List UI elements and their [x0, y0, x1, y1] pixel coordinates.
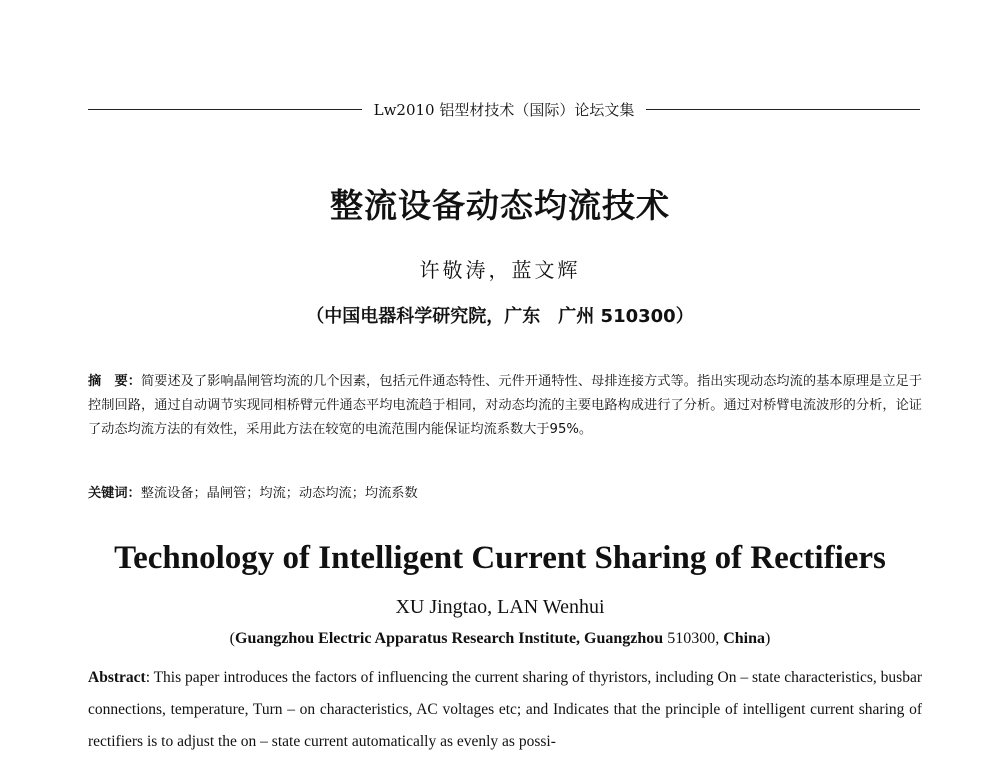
- authors-english: XU Jingtao, LAN Wenhui: [395, 596, 605, 618]
- affiliation-english-postcode: 510300,: [663, 630, 724, 647]
- abstract-chinese-label: 摘 要：: [88, 374, 141, 389]
- keywords-chinese-text: 整流设备；晶闸管；均流；动态均流；均流系数: [140, 486, 418, 501]
- abstract-chinese-text: 简要述及了影响晶闸管均流的几个因素，包括元件通态特性、元件开通特性、母排连接方式等。指出实现动态均流的基本原理是立足于控制回路，通过自动调节实现同相桥臂元件通态平均电流趋于相同，对动态均流的主要电路构成进行了分析。通过对桥臂电流波形的分析，论证了动态均流方法的有效性，采用此方法在较宽的电流范围内能保证均流系数大于95%。: [88, 374, 923, 437]
- affiliation-english-country: China: [723, 630, 765, 647]
- keywords-chinese: [88, 483, 922, 505]
- running-header: [88, 96, 920, 122]
- title-chinese: 整流设备动态均流技术: [330, 186, 670, 225]
- authors-chinese: 许敬涛，蓝文辉: [419, 258, 581, 282]
- affiliation-english-institute: Guangzhou Electric Apparatus Research Institute, Guangzhou: [235, 630, 664, 647]
- header-rule-left: [88, 109, 362, 110]
- affiliation-english: [0, 630, 1000, 648]
- affiliation-chinese: （中国电器科学研究院，广东 广州 510300）: [306, 306, 694, 327]
- keywords-chinese-label: 关键词：: [88, 486, 141, 501]
- header-rule-right: [646, 109, 920, 110]
- affiliation-english-close: ): [764, 630, 771, 647]
- abstract-english-label: Abstract: [88, 669, 146, 686]
- abstract-chinese: [88, 370, 922, 442]
- running-header-text: Lw2010 铝型材技术（国际）论坛文集: [373, 100, 635, 119]
- affiliation-english-open: (: [229, 630, 235, 647]
- abstract-english: [88, 662, 922, 758]
- abstract-english-text: : This paper introduces the factors of influencing the current sharing of thyristors, including On – state characteristics, busbar connections, temperature, Turn – on characteristics, AC voltages etc; and Indicates that the principle of intelligent current sharing of rectifiers is to adjust the on – state current automatically as evenly as possi-: [88, 669, 922, 750]
- title-english: Technology of Intelligent Current Sharing of Rectifiers: [114, 540, 886, 576]
